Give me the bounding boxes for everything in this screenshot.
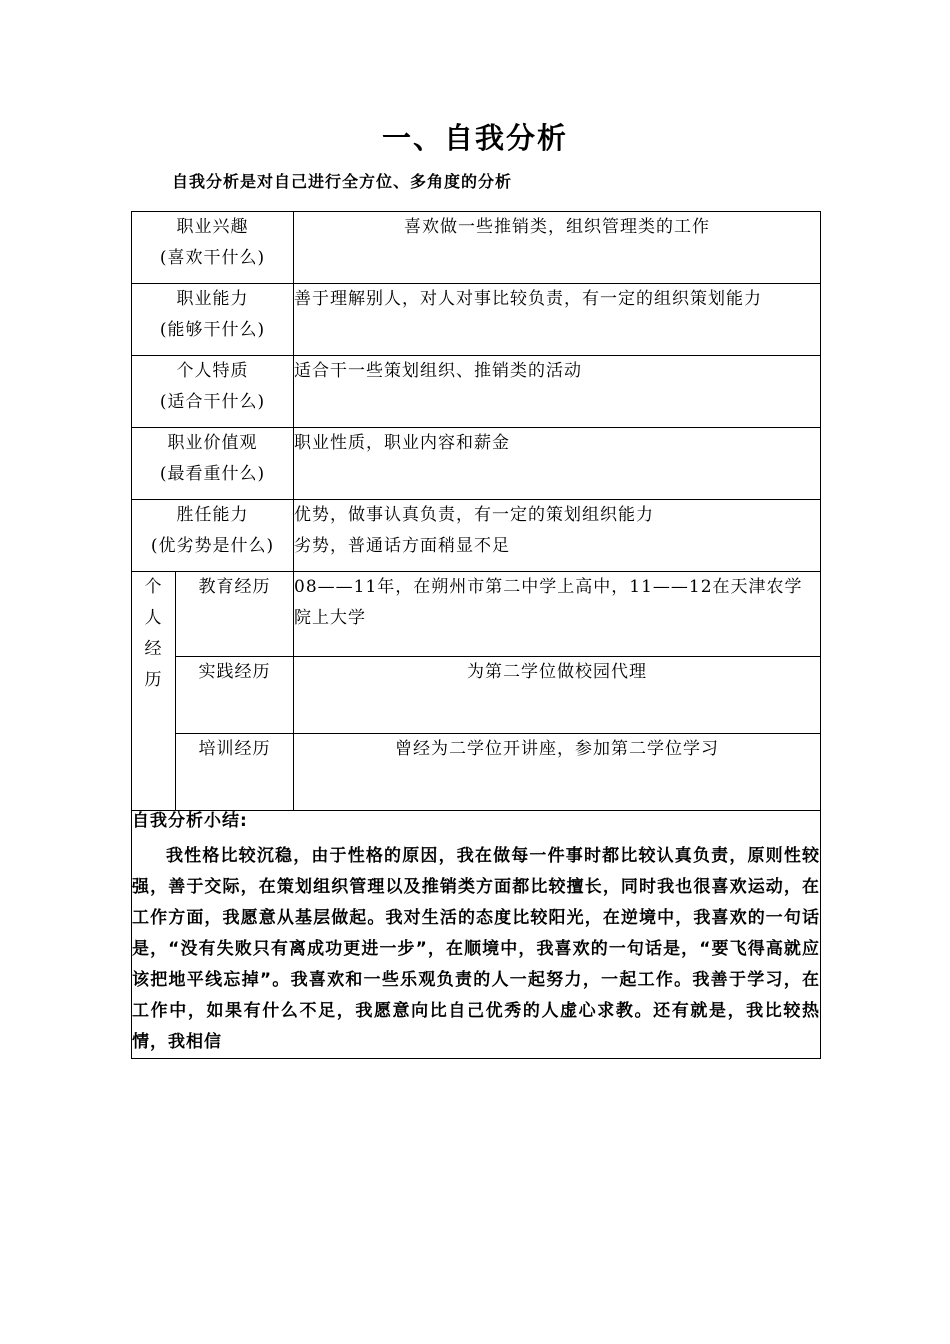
- row-content: 适合干一些策划组织、推销类的活动: [294, 361, 583, 381]
- row-sublabel: (最看重什么): [159, 464, 266, 484]
- table-row-career-values: [132, 428, 821, 500]
- row-content-cell: [294, 356, 821, 428]
- row-content: 善于理解别人，对人对事比较负责，有一定的组织策划能力: [294, 289, 763, 309]
- row-label: 胜任能力: [176, 505, 249, 525]
- row-content-cell: [294, 284, 821, 356]
- page-title: 一、自我分析: [381, 121, 568, 155]
- table-row-summary: [132, 811, 821, 1059]
- row-label-cell: [132, 212, 294, 284]
- row-label: 职业价值观: [167, 433, 258, 453]
- table-row-career-ability: [132, 284, 821, 356]
- row-content-strengths: 优势，做事认真负责，有一定的策划组织能力: [294, 505, 655, 525]
- row-label: 职业能力: [176, 289, 249, 309]
- row-label: 个人特质: [176, 361, 249, 381]
- experience-group-char: 个: [144, 577, 163, 597]
- experience-label: 实践经历: [176, 657, 294, 734]
- row-label-cell: [132, 356, 294, 428]
- row-content-cell: [294, 500, 821, 572]
- self-analysis-table: [131, 211, 821, 1059]
- table-row-career-interest: [132, 212, 821, 284]
- experience-content: 曾经为二学位开讲座，参加第二学位学习: [294, 734, 821, 811]
- summary-title: 自我分析小结:: [132, 811, 248, 831]
- row-sublabel: (优劣势是什么): [150, 536, 275, 556]
- experience-content: 08——11年，在朔州市第二中学上高中，11——12在天津农学院上大学: [294, 572, 821, 657]
- page-subtitle: 自我分析是对自己进行全方位、多角度的分析: [172, 172, 513, 191]
- experience-group-char: 历: [144, 670, 163, 690]
- experience-label: 培训经历: [176, 734, 294, 811]
- experience-label: 教育经历: [176, 572, 294, 657]
- summary-cell: [132, 811, 821, 1059]
- row-content-cell: [294, 428, 821, 500]
- table-row-training: [132, 734, 821, 811]
- experience-group-label: [132, 572, 176, 811]
- row-sublabel: (能够干什么): [159, 320, 266, 340]
- row-label-cell: [132, 500, 294, 572]
- row-label: 职业兴趣: [176, 217, 249, 237]
- row-content: 喜欢做一些推销类，组织管理类的工作: [404, 217, 711, 237]
- row-sublabel: (适合干什么): [159, 392, 266, 412]
- row-content-cell: [294, 212, 821, 284]
- table-row-education: [132, 572, 821, 657]
- row-sublabel: (喜欢干什么): [159, 248, 266, 268]
- experience-content: 为第二学位做校园代理: [294, 657, 821, 734]
- table-row-competence: [132, 500, 821, 572]
- experience-group-char: 经: [144, 639, 163, 659]
- experience-group-char: 人: [144, 608, 163, 628]
- row-content-weaknesses: 劣势，普通话方面稍显不足: [294, 536, 511, 556]
- row-content: 职业性质，职业内容和薪金: [294, 433, 511, 453]
- row-label-cell: [132, 284, 294, 356]
- table-row-personal-traits: [132, 356, 821, 428]
- table-row-practice: [132, 657, 821, 734]
- summary-text: 我性格比较沉稳，由于性格的原因，我在做每一件事时都比较认真负责，原则性较强，善于交际，在策划组织管理以及推销类方面都比较擅长，同时我也很喜欢运动，在工作方面，我愿意从基层做起。我对生活的态度比较阳光，在逆境中，我喜欢的一句话是，“没有失败只有离成功更进一步”，在顺境中，我喜欢的一句话是，“要飞得高就应该把地平线忘掉”。我喜欢和一些乐观负责的人一起努力，一起工作。我善于学习，在工作中，如果有什么不足，我愿意向比自己优秀的人虚心求教。还有就是，我比较热情，我相信: [132, 846, 821, 1052]
- row-label-cell: [132, 428, 294, 500]
